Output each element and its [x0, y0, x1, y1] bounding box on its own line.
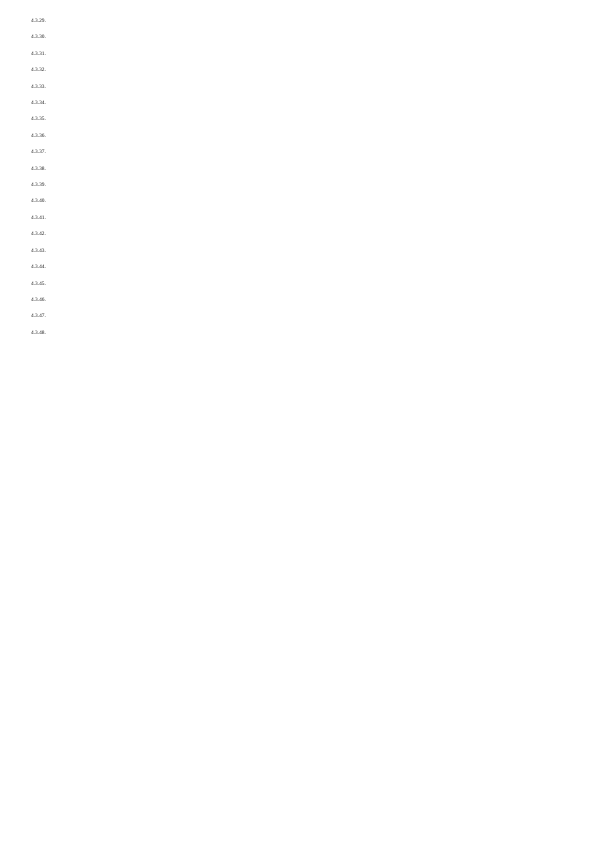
- paragraph-4-3-40: [31, 196, 571, 206]
- paragraph-number: 4.3.31.: [31, 50, 46, 57]
- paragraph-number: 4.3.38.: [31, 165, 46, 172]
- paragraph-number: 4.3.37.: [31, 149, 46, 156]
- paragraph-4-3-42: [31, 229, 571, 239]
- paragraph-4-3-31: [31, 49, 571, 59]
- paragraph-number: 4.3.30.: [31, 34, 46, 41]
- paragraph-4-3-39: [31, 180, 571, 190]
- paragraph-number: 4.3.40.: [31, 198, 46, 205]
- paragraph-4-3-47: [31, 311, 571, 321]
- paragraph-number: 4.3.45.: [31, 280, 46, 287]
- paragraph-number: 4.3.46.: [31, 296, 46, 303]
- paragraph-4-3-44: [31, 262, 571, 272]
- paragraph-4-3-30: [31, 32, 571, 42]
- paragraph-number: 4.3.33.: [31, 83, 46, 90]
- paragraph-4-3-32: [31, 65, 571, 75]
- paragraph-number: 4.3.48.: [31, 329, 46, 336]
- paragraph-number: 4.3.43.: [31, 247, 46, 254]
- paragraph-4-3-35: [31, 114, 571, 124]
- paragraph-4-3-33: [31, 82, 571, 92]
- paragraph-4-3-37: [31, 147, 571, 157]
- paragraph-number: 4.3.41.: [31, 214, 46, 221]
- paragraph-number: 4.3.39.: [31, 182, 46, 189]
- paragraph-number: 4.3.47.: [31, 313, 46, 320]
- document-body: [31, 10, 571, 344]
- paragraph-4-3-36: [31, 131, 571, 141]
- paragraph-number: 4.3.29.: [31, 18, 46, 24]
- paragraph-4-3-38: [31, 164, 571, 174]
- paragraph-4-3-45: [31, 279, 571, 289]
- paragraph-number: 4.3.42.: [31, 231, 46, 238]
- paragraph-4-3-46: [31, 295, 571, 305]
- paragraph-number: 4.3.36.: [31, 132, 46, 139]
- paragraph-number: 4.3.35.: [31, 116, 46, 123]
- paragraph-number: 4.3.32.: [31, 67, 46, 74]
- paragraph-4-3-29: [31, 16, 571, 26]
- paragraph-4-3-43: [31, 246, 571, 256]
- paragraph-number: 4.3.44.: [31, 264, 46, 271]
- paragraph-4-3-34: [31, 98, 571, 108]
- paragraph-number: 4.3.34.: [31, 100, 46, 107]
- paragraph-4-3-41: [31, 213, 571, 223]
- paragraph-4-3-48: [31, 328, 571, 338]
